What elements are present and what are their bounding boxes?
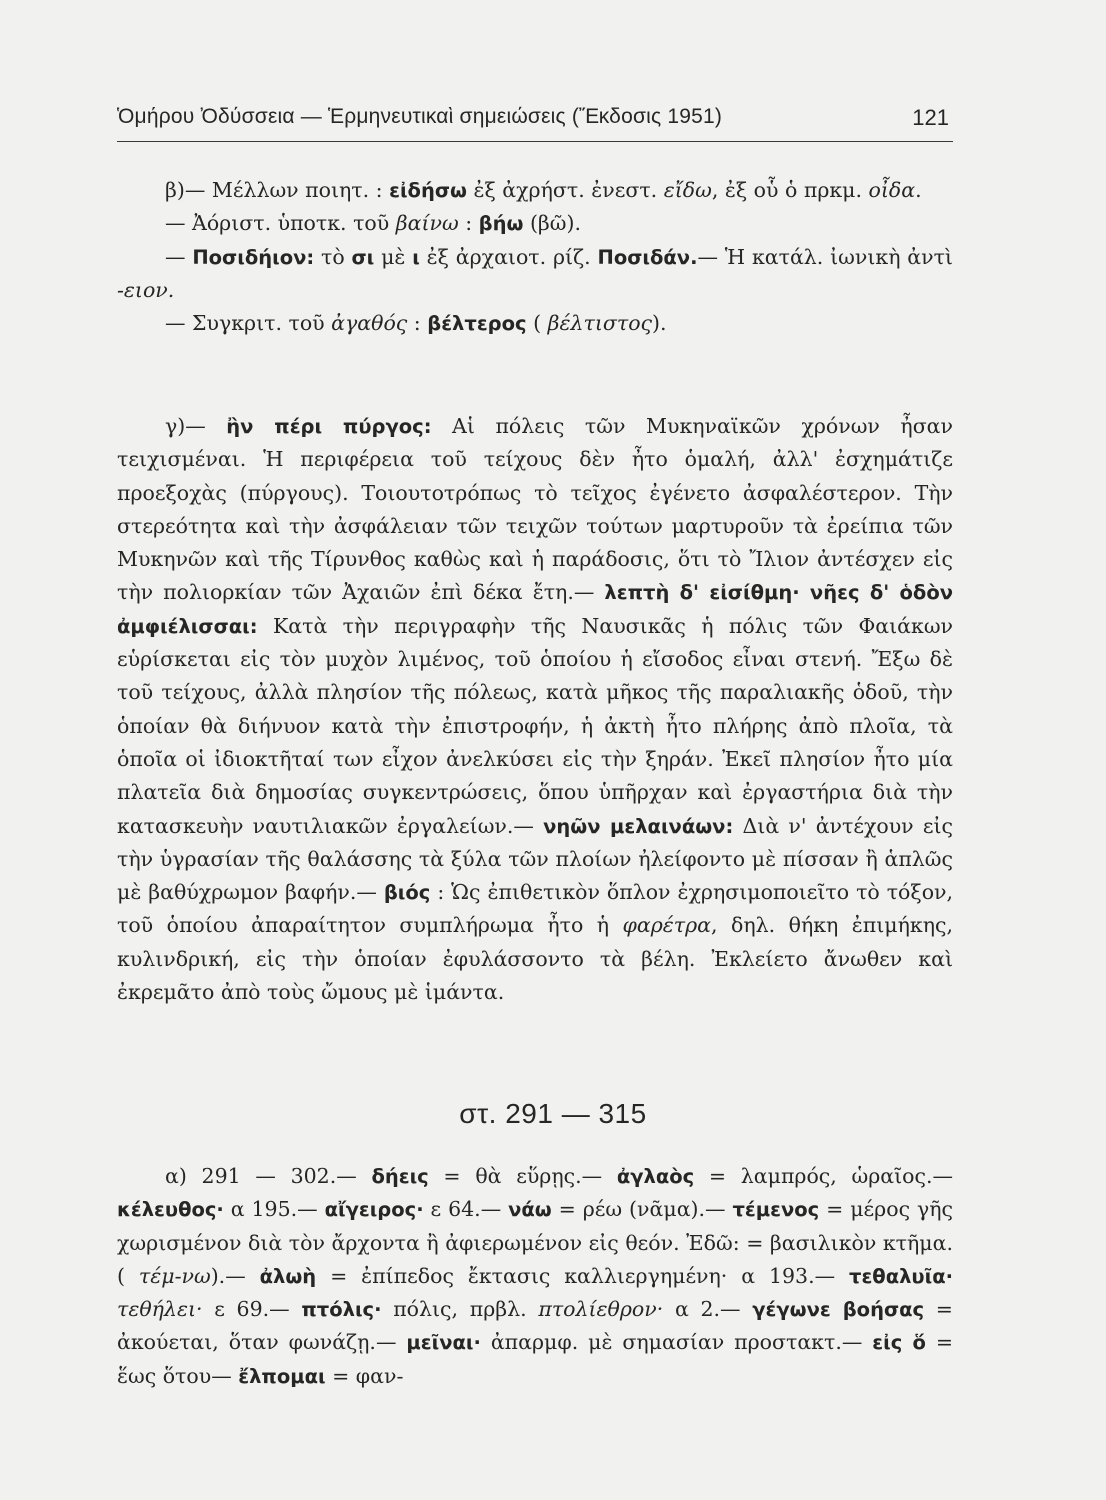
text: Αἱ πόλεις τῶν Μυκηναϊκῶν χρόνων ἦσαν τειχισμέναι. Ἡ περιφέρεια τοῦ τείχους δὲν ἦτο ὁμαλή, ἀλλ' ἐσχημάτιζε προεξοχὰς (πύργους). Τοιουτοτρόπως τὸ τεῖχος ἐγένετο ἀσφαλέστερον. Τὴν στερεότητα καὶ τὴν ἀσφάλειαν τῶν τειχῶν τούτων μαρτυροῦν τὰ ἐρείπια τῶν Μυκηνῶν καὶ τῆς Τίρυνθος καθὼς καὶ ἡ παράδοσις, ὅτι τὸ Ἴλιον ἀντέσχεν εἰς τὴν πολιορκίαν τῶν Ἀχαιῶν ἐπὶ δέκα ἔτη.— (117, 414, 953, 605)
lemma: γέγωνε βοήσας (752, 1298, 925, 1322)
text: = θὰ εὕρῃς.— (428, 1164, 617, 1188)
lemma: ἀγλαὸς (616, 1165, 695, 1188)
text: ). (652, 311, 667, 336)
lemma: βιός (383, 881, 431, 905)
text: : (407, 311, 428, 336)
italic-term: -ειον. (117, 277, 175, 302)
paragraph: β)— Μέλλων ποιητ. : εἰδήσω ἐξ ἀχρήστ. ἐνεστ. εἴδω, ἐξ οὗ ὁ πρκμ. οἶδα. (165, 178, 922, 202)
text: γ)— (165, 414, 227, 438)
lemma: δήεις (371, 1165, 429, 1188)
text: μὲ (374, 244, 413, 269)
lemma: κέλευθος· (117, 1198, 224, 1222)
paragraph (117, 410, 953, 1009)
text: , ἐξ οὗ ὁ πρκμ. (711, 178, 869, 202)
lemma: ι (412, 245, 420, 269)
lemma: πτόλις· (301, 1298, 382, 1322)
text: ( (526, 311, 548, 336)
text: — Ἡ κατάλ. ἰωνικὴ ἀντὶ (697, 244, 953, 269)
paragraph (117, 241, 953, 308)
lemma: λεπτὴ δ' εἰσίθμη· νῆες δ' ὁδὸν ἀμφιέλισσαι: (117, 581, 953, 638)
lemma: νηῶν μελαινάων: (543, 814, 734, 838)
lemma: εἰδήσω (389, 179, 467, 202)
text: τὸ (314, 244, 352, 269)
text: ἐξ ἀχρήστ. ἐνεστ. (466, 178, 664, 202)
running-header (117, 103, 953, 142)
lemma: ἔλπομαι (238, 1364, 326, 1388)
text: = ἕως ὅτου— (117, 1330, 953, 1388)
header-title: Ὁμήρου Ὀδύσσεια — Ἑρμηνευτικαὶ σημειώσεις (Ἔκδοσις 1951) (117, 105, 723, 128)
lemma: Ποσιδάν. (597, 245, 698, 269)
text: ἀπαρμφ. μὲ σημασίαν προστακτ.— (480, 1330, 873, 1355)
lemma: μεῖναι· (406, 1331, 481, 1355)
text: β)— Μέλλων ποιητ. : (165, 178, 390, 202)
italic-term: φαρέτρα (622, 913, 712, 938)
text: ).— (210, 1263, 260, 1288)
text: = φαν- (325, 1363, 404, 1388)
note-gamma (117, 410, 953, 1009)
text: ἐξ ἀρχαιοτ. ρίζ. (419, 244, 598, 269)
text: — Ἀόριστ. ὑποτκ. τοῦ (165, 211, 396, 236)
lemma: εἰς ὅ (872, 1331, 926, 1355)
text: = μέρος γῆς χωρισμένον διὰ τὸν ἄρχοντα ἢ ἀφιερωμένον εἰς θεόν. Ἐδῶ: = βασιλικὸν κτῆμα. ( (117, 1197, 953, 1288)
italic-term: ἀγαθός (331, 311, 408, 336)
text: Κατὰ τὴν περιγραφὴν τῆς Ναυσικᾶς ἡ πόλις τῶν Φαιάκων εὑρίσκεται εἰς τὸν μυχὸν λιμένος, τοῦ ὁποίου ἡ εἴσοδος εἶναι στενή. Ἔξω δὲ τοῦ τείχους, ἀλλὰ πλησίον τῆς πόλεως, κατὰ μῆκος τῆς παραλιακῆς ὁδοῦ, τὴν ὁποίαν θὰ διήνυον κατὰ τὴν ἐπιστροφήν, ἡ ἀκτὴ ἦτο πλήρης ἀπὸ πλοῖα, τὰ ὁποῖα οἱ ἰδιοκτῆταί των εἶχον ἀνελκύσει εἰς τὴν ξηράν. Ἐκεῖ πλησίον ἦτο μία πλατεῖα διὰ δημοσίας συγκεντρώσεις, ὅπου ὑπῆρχαν καὶ ἐργαστήρια διὰ τὴν κατασκευὴν ναυτιλιακῶν ἐργαλείων.— (117, 613, 953, 838)
paragraph (117, 1160, 953, 1393)
text: α) 291 — 302.— (165, 1164, 372, 1188)
text: α 195.— (223, 1197, 325, 1222)
text: — (165, 244, 193, 269)
text: = ἐπίπεδος ἔκτασις καλλιεργημένη· α 193.— (316, 1263, 849, 1288)
text: , δηλ. θήκη ἐπιμήκης, κυλινδρική, εἰς τὴν ὁποίαν ἐφυλάσσοντο τὰ βέλη. Ἐκλείετο ἄνωθεν καὶ ἐκρεμᾶτο ἀπὸ τοὺς ὤμους μὲ ἱμάντα. (117, 913, 953, 1005)
text: ε 64.— (423, 1197, 509, 1222)
text: πόλις, πρβλ. (381, 1297, 539, 1322)
text: α 2.— (663, 1297, 753, 1322)
lemma: Ποσιδήιον: (192, 245, 315, 269)
italic-term: πτολίεθρον· (538, 1297, 664, 1322)
italic-term: βέλτιστος (547, 311, 653, 336)
italic-term: βαίνω (395, 211, 459, 236)
italic-term: τεθήλει· (117, 1297, 203, 1322)
note-alpha (117, 1160, 953, 1393)
note-beta (117, 174, 953, 340)
section-heading: στ. 291 — 315 (459, 1098, 647, 1129)
text: = λαμπρός, ὡραῖος.— (694, 1164, 953, 1188)
lemma: ἀλωὴ (259, 1264, 317, 1288)
lemma: νάω (508, 1198, 552, 1222)
lemma: τεθαλυῖα· (849, 1264, 954, 1288)
text: Διὰ ν' ἀντέχουν εἰς τὴν ὑγρασίαν τῆς θαλάσσης τὰ ξύλα τῶν πλοίων ἠλείφοντο μὲ πίσσαν ἢ ἁπλῶς μὲ βαθύχρωμον βαφήν.— (117, 813, 953, 905)
text: (βῶ). (523, 211, 582, 236)
italic-term: εἴδω (663, 178, 712, 202)
paragraph (117, 207, 953, 240)
page-number: 121 (912, 105, 949, 130)
text: = ἀκούεται, ὅταν φωνάζῃ.— (117, 1297, 953, 1355)
lemma: βέλτερος (427, 312, 527, 336)
text: = ρέω (νᾶμα).— (551, 1197, 733, 1222)
text: — Συγκριτ. τοῦ (165, 311, 332, 336)
text: : Ὡς ἐπιθετικὸν ὅπλον ἐχρησιμοποιεῖτο τὸ τόξον, τοῦ ὁποίου ἀπαραίτητον συμπλήρωμα ἦτο ἡ (117, 880, 954, 938)
lemma: τέμενος (732, 1198, 820, 1222)
text: : (458, 211, 479, 236)
italic-term: τέμ-νω (138, 1263, 211, 1288)
lemma: ἢν πέρι πύργος: (226, 415, 432, 438)
lemma: σι (351, 245, 375, 269)
italic-term: οἶδα (868, 178, 916, 202)
text: ε 69.— (202, 1297, 302, 1322)
paragraph (117, 307, 953, 340)
lemma: βήω (478, 212, 524, 236)
lemma: αἴγειρος· (324, 1198, 424, 1222)
